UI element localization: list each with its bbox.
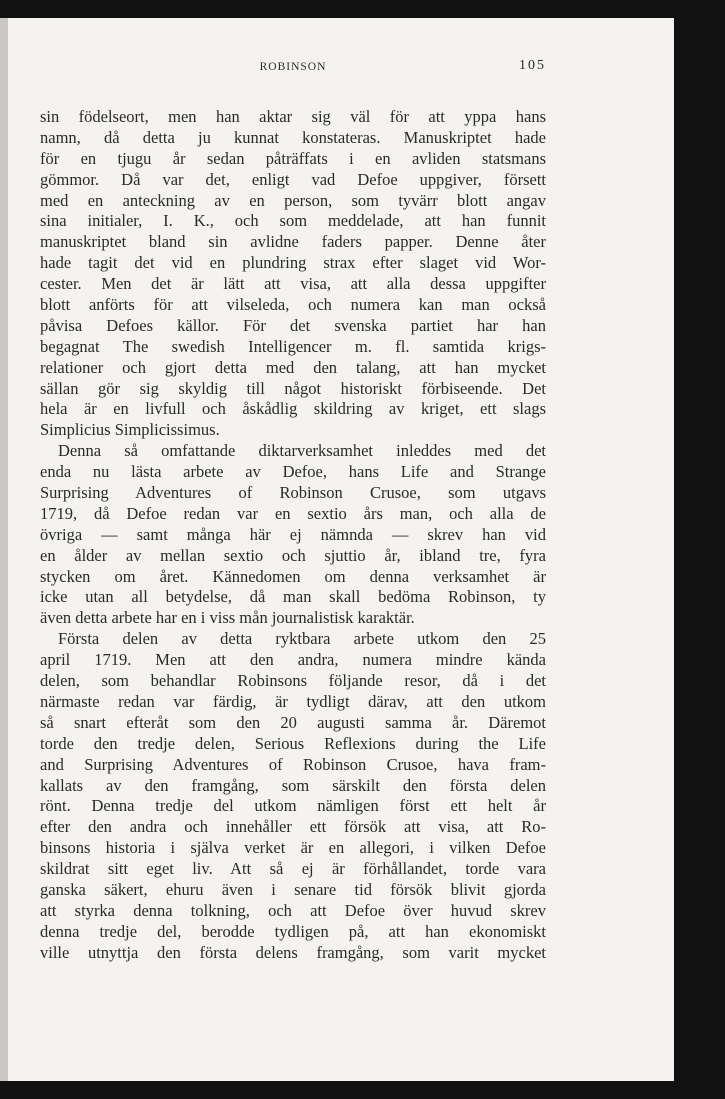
text-line: blott anförts för att vilseleda, och numera kan man också [40, 295, 546, 315]
text-line: för en tjugu år sedan påträffats i en avliden statsmans [40, 148, 546, 168]
text-line: manuskriptet bland sin avlidne faders papper. Denne åter [40, 232, 546, 252]
text-line: rönt. Denna tredje del utkom nämligen först ett helt år [40, 796, 546, 816]
text-line: delen, som behandlar Robinsons följande resor, då i det [40, 671, 546, 691]
text-line: hade tagit det vid en plundring strax efter slaget vid Wor- [40, 253, 546, 273]
text-line: Simplicius Simplicissimus. [40, 420, 220, 440]
text-line: även detta arbete har en i viss mån journalistisk karaktär. [40, 608, 415, 628]
page-edge [0, 18, 8, 1081]
text-line: denna tredje del, berodde tydligen på, att han ekonomiskt [40, 921, 546, 941]
text-line: närmaste redan var färdig, är tydligt därav, att den utkom [40, 691, 546, 711]
text-line: hela är en livfull och åskådlig skildring av kriget, ett slags [40, 399, 546, 419]
text-line: kallats av den framgång, som särskilt den första delen [40, 775, 546, 795]
text-line: namn, då detta ju kunnat konstateras. Manuskriptet hade [40, 127, 546, 147]
text-line: Denna så omfattande diktarverksamhet inleddes med det [58, 441, 546, 461]
page-number: 105 [519, 58, 546, 73]
text-line: gömmor. Då var det, enligt vad Defoe uppgiver, försett [40, 169, 546, 189]
text-line: Surprising Adventures of Robinson Crusoe, som utgavs [40, 483, 546, 503]
text-line: begagnat The swedish Intelligencer m. fl. samtida krigs- [40, 336, 546, 356]
text-line: ganska säkert, ehuru även i senare tid försök blivit gjorda [40, 879, 546, 899]
text-line: en ålder av mellan sextio och sjuttio år, ibland tre, fyra [40, 545, 546, 565]
text-line: Första delen av detta ryktbara arbete utkom den 25 [58, 629, 546, 649]
text-line: att styrka denna tolkning, och att Defoe över huvud skrev [40, 900, 546, 920]
running-title: ROBINSON [259, 61, 327, 73]
text-line: torde den tredje delen, Serious Reflexions during the Life [40, 733, 546, 753]
text-line: relationer och gjort detta med den talang, att han mycket [40, 357, 546, 377]
text-line: april 1719. Men att den andra, numera mindre kända [40, 650, 546, 670]
text-line: övriga — samt många här ej nämnda — skrev han vid [40, 524, 546, 544]
text-line: and Surprising Adventures of Robinson Crusoe, hava fram- [40, 754, 546, 774]
text-line: 1719, då Defoe redan var en sextio års man, och alla de [40, 503, 546, 523]
text-line: cester. Men det är lätt att visa, att alla dessa uppgifter [40, 274, 546, 294]
text-line: så snart efteråt som den 20 augusti samma år. Däremot [40, 712, 546, 732]
text-line: enda nu lästa arbete av Defoe, hans Life and Strange [40, 462, 546, 482]
text-line: med en anteckning av en person, som tyvärr blott angav [40, 190, 546, 210]
text-line: sällan gör sig skyldig till något historiskt förbiseende. Det [40, 378, 546, 398]
text-line: sin födelseort, men han aktar sig väl för att yppa hans [40, 107, 546, 126]
text-line: påvisa Defoes källor. För det svenska partiet har han [40, 315, 546, 335]
text-line: icke utan all betydelse, då man skall bedöma Robinson, ty [40, 587, 546, 607]
text-line: skildrat sitt eget liv. Att så ej är förhållandet, torde vara [40, 859, 546, 879]
text-line: binsons historia i själva verket är en allegori, i vilken Defoe [40, 838, 546, 858]
page-header [40, 58, 546, 78]
text-line: efter den andra och innehåller ett försök att visa, att Ro- [40, 817, 546, 837]
text-line: stycken om året. Kännedomen om denna verksamhet är [40, 566, 546, 586]
text-line: ville utnyttja den första delens framgång, som varit mycket [40, 942, 546, 962]
body-text [40, 107, 546, 964]
text-line: sina initialer, I. K., och som meddelade, att han funnit [40, 211, 546, 231]
